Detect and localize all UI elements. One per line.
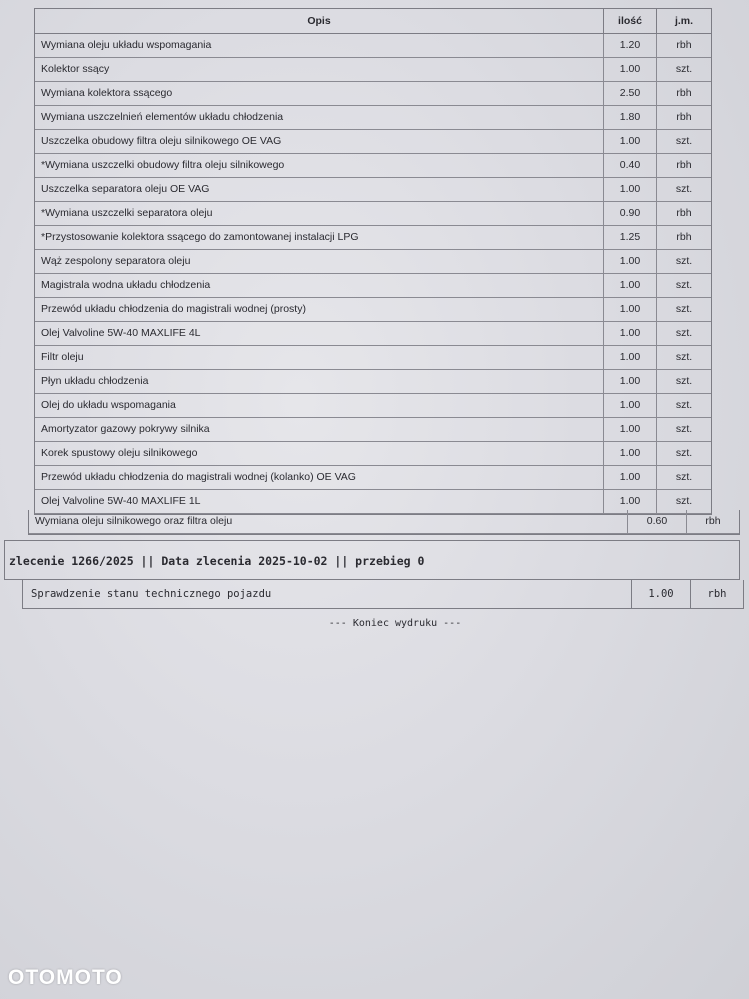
table-row [35,58,711,82]
row-opis: Kolektor ssący [35,58,604,81]
row-jm: rbh [676,111,692,123]
table-row [35,154,711,178]
row-ilosc: 2.50 [604,82,657,105]
table-row [35,106,711,130]
header-opis: Opis [35,9,604,33]
row-ilosc: 1.00 [604,370,657,393]
row-ilosc: 1.80 [604,106,657,129]
table-row [35,34,711,58]
table-row [35,346,711,370]
table-row [35,130,711,154]
row-jm: szt. [675,279,693,291]
row-opis: Filtr oleju [35,346,604,369]
table-header [35,9,711,34]
row-jm: szt. [675,351,693,363]
row-ilosc: 1.00 [604,178,657,201]
end-of-print: --- Koniec wydruku --- [328,618,462,629]
row-jm: szt. [675,63,693,75]
row-ilosc: 1.00 [604,346,657,369]
row-opis: Wymiana oleju silnikowego oraz filtra oleju [29,510,628,533]
services-table [34,8,712,515]
row-ilosc: 1.00 [604,394,657,417]
row-ilosc: 0.90 [604,202,657,225]
row-opis: Wymiana oleju układu wspomagania [35,34,604,57]
row-jm: rbh [676,231,692,243]
row-jm: szt. [675,135,693,147]
row-opis: Olej Valvoline 5W-40 MAXLIFE 1L [35,490,604,513]
row-jm: szt. [675,183,693,195]
table-row [35,394,711,418]
row-jm: rbh [676,39,692,51]
table-body [35,34,711,514]
row-ilosc: 1.00 [604,418,657,441]
row-ilosc: 1.00 [604,130,657,153]
row-opis: *Wymiana uszczelki obudowy filtra oleju silnikowego [35,154,604,177]
row-jm: szt. [675,255,693,267]
table-row [35,202,711,226]
table-row [35,418,711,442]
table-row [35,466,711,490]
row-jm: szt. [675,375,693,387]
table-row [35,274,711,298]
row-opis: Wymiana uszczelnień elementów układu chłodzenia [35,106,604,129]
row-ilosc: 1.00 [604,442,657,465]
row-jm: rbh [676,207,692,219]
row-jm: szt. [675,495,693,507]
row-opis: Wąż zespolony separatora oleju [35,250,604,273]
row-jm: rbh [705,515,721,527]
row-ilosc: 1.25 [604,226,657,249]
row-jm: szt. [675,471,693,483]
row-ilosc: 1.00 [604,322,657,345]
watermark-logo: OTOMOTO [8,966,123,989]
order-row-jm: rbh [707,588,727,600]
table-row [35,82,711,106]
row-opis: Przewód układu chłodzenia do magistrali wodnej (prosty) [35,298,604,321]
table-row [35,322,711,346]
table-row [35,370,711,394]
row-opis: Olej do układu wspomagania [35,394,604,417]
row-ilosc: 1.20 [604,34,657,57]
row-opis: Uszczelka separatora oleju OE VAG [35,178,604,201]
row-jm: szt. [675,303,693,315]
row-jm: szt. [675,399,693,411]
table-row [35,178,711,202]
table-row [29,510,739,534]
row-ilosc: 0.60 [628,510,687,533]
row-opis: *Wymiana uszczelki separatora oleju [35,202,604,225]
table-row [35,226,711,250]
row-ilosc: 1.00 [604,298,657,321]
row-opis: Uszczelka obudowy filtra oleju silnikowego OE VAG [35,130,604,153]
services-table-last-row [28,510,740,535]
order-header: zlecenie 1266/2025 || Data zlecenia 2025-10-02 || przebieg 0 [4,540,740,580]
row-ilosc: 1.00 [604,490,657,513]
row-jm: szt. [675,447,693,459]
header-jm: j.m. [674,15,694,27]
row-opis: Przewód układu chłodzenia do magistrali wodnej (kolanko) OE VAG [35,466,604,489]
row-opis: Olej Valvoline 5W-40 MAXLIFE 4L [35,322,604,345]
row-opis: Wymiana kolektora ssącego [35,82,604,105]
row-ilosc: 1.00 [604,58,657,81]
order-row-opis: Sprawdzenie stanu technicznego pojazdu [23,580,632,608]
row-ilosc: 1.00 [604,250,657,273]
header-ilosc: ilość [604,9,657,33]
row-jm: rbh [676,87,692,99]
table-row [35,250,711,274]
row-opis: Płyn układu chłodzenia [35,370,604,393]
row-opis: *Przystosowanie kolektora ssącego do zamontowanej instalacji LPG [35,226,604,249]
row-opis: Magistrala wodna układu chłodzenia [35,274,604,297]
row-ilosc: 1.00 [604,466,657,489]
row-ilosc: 0.40 [604,154,657,177]
row-jm: szt. [675,327,693,339]
row-jm: rbh [676,159,692,171]
row-opis: Korek spustowy oleju silnikowego [35,442,604,465]
table-row [35,442,711,466]
table-row [35,298,711,322]
order-row [22,580,744,609]
row-ilosc: 1.00 [604,274,657,297]
row-opis: Amortyzator gazowy pokrywy silnika [35,418,604,441]
row-jm: szt. [675,423,693,435]
order-row-ilosc: 1.00 [632,580,691,608]
